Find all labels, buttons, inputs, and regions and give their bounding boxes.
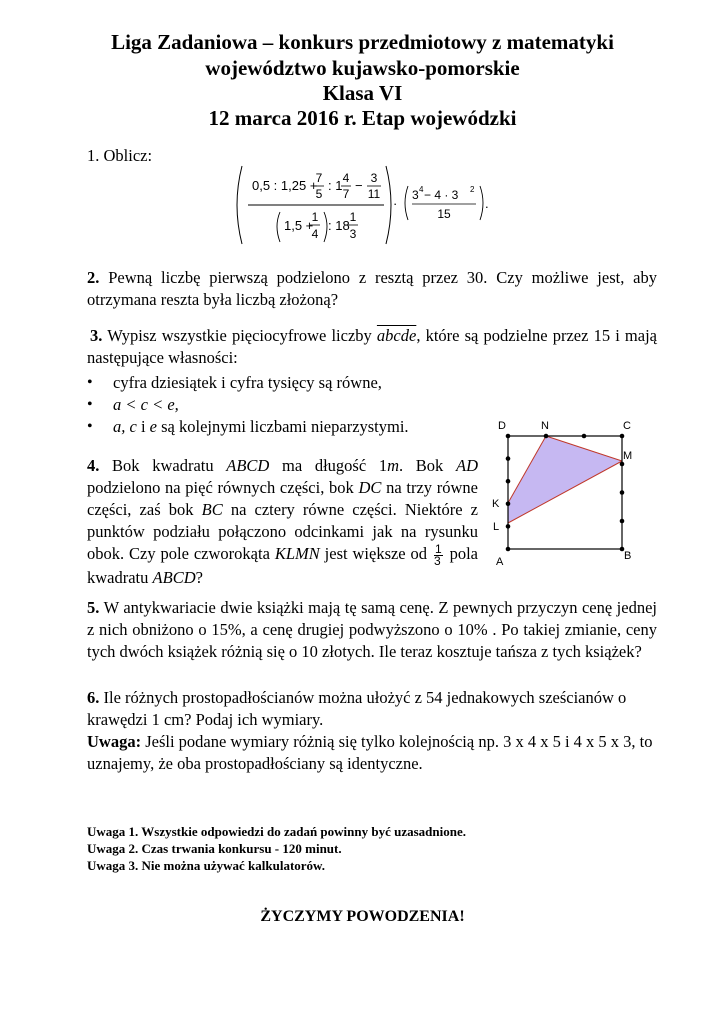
formula-f3-num: 3 <box>370 171 378 185</box>
task-4-klmn: KLMN <box>274 544 320 563</box>
task-6 <box>87 687 657 775</box>
task-4-number: 4. <box>87 456 100 475</box>
bullet-1-text: cyfra dziesiątek i cyfra tysięcy są równe, <box>113 373 382 392</box>
task-5 <box>87 597 657 663</box>
formula-colon1: : 1 <box>328 178 343 193</box>
point-d <box>506 434 511 439</box>
figure-label-k: K <box>492 498 500 510</box>
point-c <box>620 434 625 439</box>
formula-f1-den: 5 <box>315 187 323 201</box>
title-line-3: Klasa VI <box>322 81 403 105</box>
formula-paren2-left <box>405 186 408 220</box>
task-4-t2: ma długość 1 <box>269 456 388 475</box>
formula-period: . <box>485 196 489 211</box>
task-3-bullet-3 <box>87 416 487 438</box>
task-6-text: Ile różnych prostopadłościanów można ułożyć z 54 jednakowych sześcianów o krawędzi 1 cm? Podaj ich wymiary. <box>87 688 627 729</box>
bullet-3-and: i <box>136 417 150 436</box>
title-line-1: Liga Zadaniowa – konkurs przedmiotowy z matematyki <box>111 30 614 54</box>
task-4-abcd1: ABCD <box>226 456 270 475</box>
formula-c-exp1: 4 <box>419 185 424 194</box>
formula-c-mid: − 4 · 3 <box>424 188 459 202</box>
task-3 <box>87 325 657 369</box>
formula-colon2: : 18 <box>328 218 350 233</box>
task-4-frac-num: 1 <box>434 541 442 556</box>
bullet-3-rest: są kolejnymi liczbami nieparzystymi. <box>157 417 409 436</box>
task-5-number: 5. <box>87 598 100 617</box>
task-6-number: 6. <box>87 688 100 707</box>
point-ad-1 <box>506 456 511 461</box>
bullet-2-text: a < c < e, <box>113 395 179 414</box>
title-line-4: 12 marca 2016 r. Etap wojewódzki <box>208 106 517 130</box>
formula-f1-num: 7 <box>315 171 323 185</box>
task-3-bullet-2 <box>87 394 487 416</box>
formula-num-a: 0,5 : 1,25 + <box>252 178 318 193</box>
figure-label-c: C <box>623 420 631 432</box>
task-2-number: 2. <box>87 268 100 287</box>
task-4-bc: BC <box>201 500 223 519</box>
formula-f5-num: 1 <box>349 210 357 224</box>
task-4-dc: DC <box>358 478 382 497</box>
task-3-overline-number: abcde <box>376 326 417 345</box>
point-a <box>506 547 511 552</box>
point-dc-2 <box>582 434 587 439</box>
figure-label-b: B <box>624 550 632 562</box>
formula-c-den: 15 <box>437 207 451 221</box>
task-4-figure <box>486 415 636 575</box>
task-3-bullet-list <box>87 372 487 438</box>
task-4-t8: pola kwadratu <box>87 544 478 587</box>
point-bc-3 <box>620 519 625 524</box>
task-4-abcd2: ABCD <box>152 567 196 587</box>
task-4 <box>87 455 478 589</box>
task-1-formula <box>228 160 498 250</box>
task-4-frac-den: 3 <box>433 553 441 568</box>
figure-label-a: A <box>496 556 504 568</box>
point-n <box>544 434 549 439</box>
point-m <box>620 462 625 467</box>
task-4-fraction <box>433 541 443 568</box>
task-3-text-after: , które są podzielne przez 15 i mają następujące własności: <box>87 326 657 367</box>
task-3-bullet-1 <box>87 372 487 394</box>
point-k <box>506 502 511 507</box>
task-2-text: Pewną liczbę pierwszą podzielono z resztą przez 30. Czy możliwe jest, aby otrzymana reszta była liczbą złożoną? <box>87 268 657 309</box>
formula-den-b: 1,5 + <box>284 218 314 233</box>
task-6-uwaga-text: Jeśli podane wymiary różnią się tylko kolejnością np. 3 x 4 x 5 i 4 x 5 x 3, to uznajemy, że oba prostopadłościany są identyczne. <box>87 732 653 773</box>
figure-klmn-fill <box>508 436 622 523</box>
formula-den-paren-right <box>324 212 327 242</box>
point-l <box>506 524 511 529</box>
task-4-ad: AD <box>455 456 478 475</box>
task-4-m: m <box>387 456 400 475</box>
formula-paren-left <box>237 166 242 244</box>
task-4-t4: podzielono na pięć równych części, bok <box>87 478 359 497</box>
point-bc-2 <box>620 490 625 495</box>
formula-f3-den: 11 <box>367 187 381 201</box>
note-3: Uwaga 3. Nie można używać kalkulatorów. <box>87 858 325 873</box>
figure-label-d: D <box>498 420 506 432</box>
task-6-uwaga-label: Uwaga: <box>87 732 142 751</box>
task-4-t6: na cztery równe części. Niektóre z punktów podziału połączono odcinkami jak na rysunku obok. Czy pole czworokąta <box>87 500 478 563</box>
bullet-3-vars: a, c <box>113 417 137 436</box>
figure-label-m: M <box>623 450 633 462</box>
task-1-number: 1 <box>87 146 96 165</box>
task-5-text: W antykwariacie dwie książki mają tę samą cenę. Z pewnych przyczyn cenę jednej z nich obniżono o 15%, a cenę drugiej podwyższono o 10% . Po takiej zmianie, ceny tych dwóch książek różnią się o 10 złotych. Ile teraz kosztuje tańsza z tych książek? <box>87 598 657 661</box>
task-1-prompt <box>87 145 152 167</box>
formula-dot: · <box>393 196 398 211</box>
figure-label-n: N <box>541 420 549 432</box>
formula-paren2-right <box>480 186 483 220</box>
formula-f5-den: 3 <box>349 227 357 241</box>
task-2 <box>87 267 657 311</box>
formula-c-base1: 3 <box>412 188 419 202</box>
formula-paren-right <box>386 166 391 244</box>
note-1: Uwaga 1. Wszystkie odpowiedzi do zadań powinny być uzasadnione. <box>87 824 466 839</box>
formula-f4-num: 1 <box>311 210 319 224</box>
formula-den-paren-left <box>277 212 280 242</box>
task-3-number: 3. <box>90 326 103 345</box>
point-ad-2 <box>506 479 511 484</box>
task-1-text: . Oblicz: <box>95 146 153 165</box>
formula-f2-den: 7 <box>342 187 350 201</box>
task-4-t5: na trzy równe części, zaś bok <box>87 478 478 519</box>
task-4-t9: ? <box>195 567 203 587</box>
formula-minus: − <box>355 178 363 193</box>
formula-c-exp2: 2 <box>470 185 475 194</box>
task-3-text-before: Wypisz wszystkie pięciocyfrowe liczby <box>102 326 377 345</box>
title-line-2: województwo kujawsko-pomorskie <box>205 56 520 80</box>
bullet-3-e: e <box>149 417 157 436</box>
task-4-t3: . Bok <box>399 456 456 475</box>
note-2: Uwaga 2. Czas trwania konkursu - 120 minut. <box>87 841 342 856</box>
figure-label-l: L <box>493 521 500 533</box>
closing-wish: ŻYCZYMY POWODZENIA! <box>260 908 465 925</box>
formula-f2-num: 4 <box>342 171 350 185</box>
task-4-t7: jest większe od <box>319 544 432 563</box>
task-4-t1: Bok kwadratu <box>99 456 227 475</box>
formula-f4-den: 4 <box>311 227 319 241</box>
